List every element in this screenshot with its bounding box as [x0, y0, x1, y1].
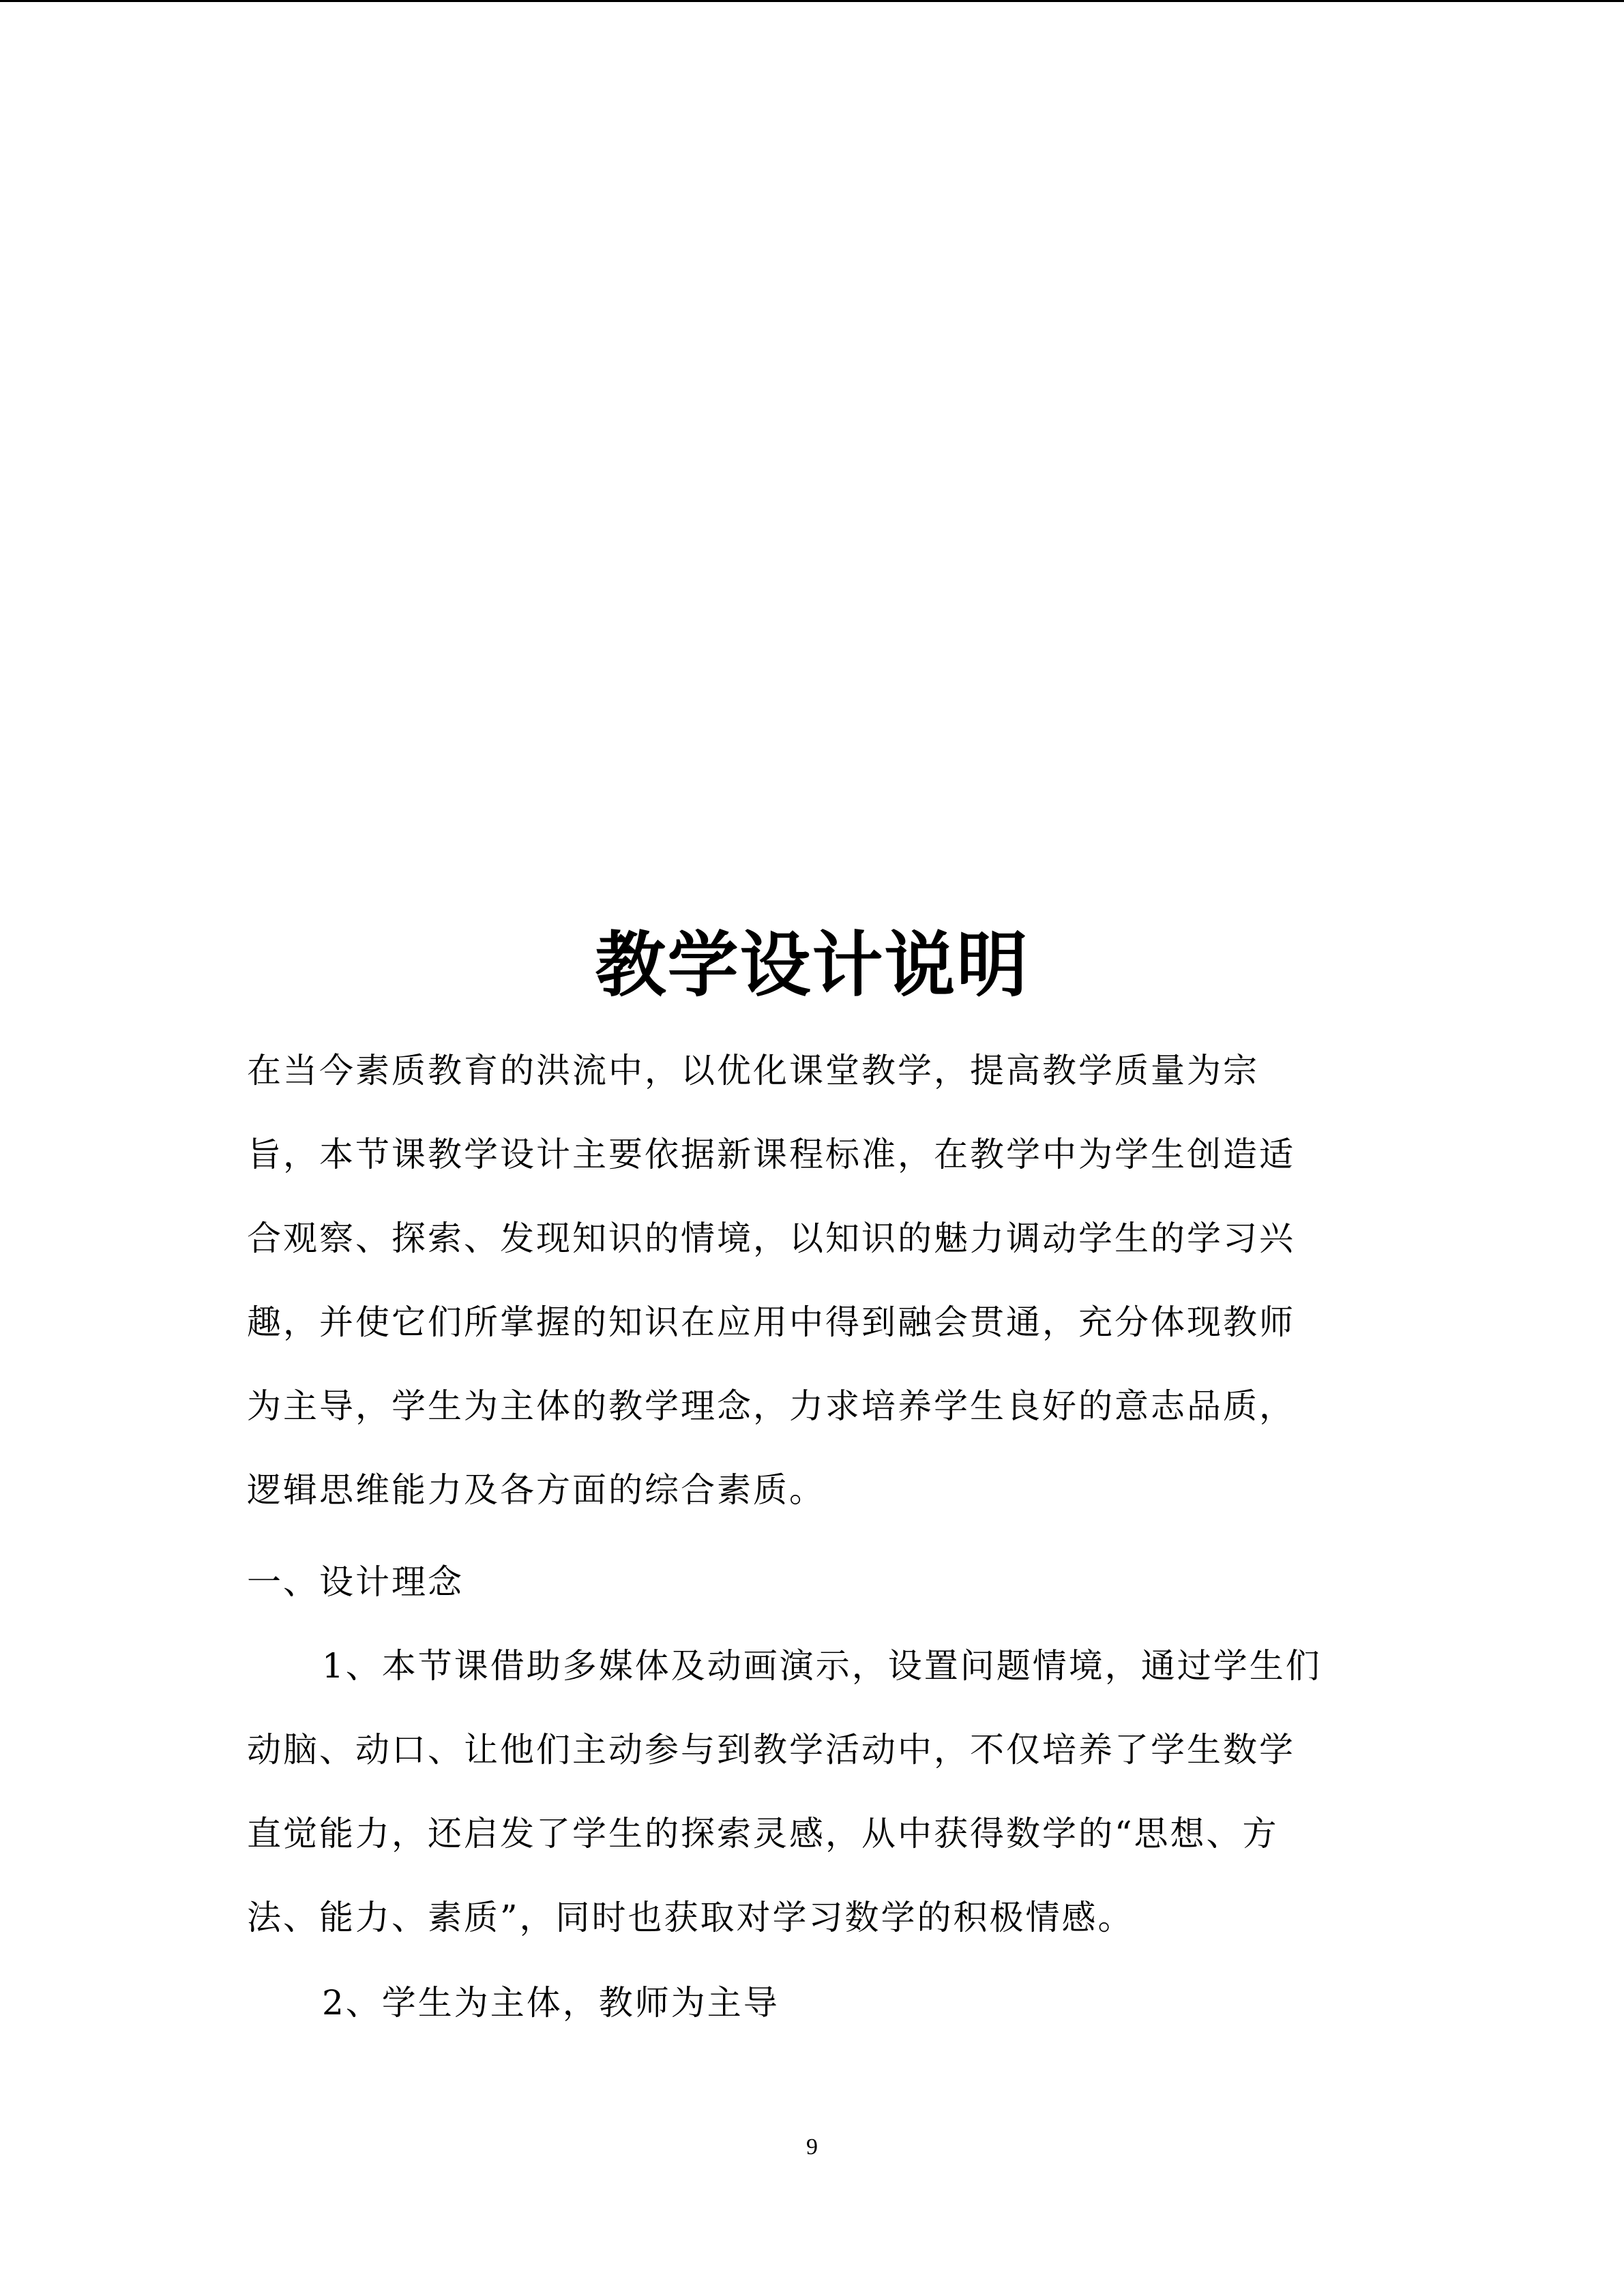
item1-line-4: 法、能力、素质”，同时也获取对学习数学的积极情感。 [247, 1898, 1134, 1937]
item1-line-3: 直觉能力，还启发了学生的探索灵感，从中获得数学的“思想、方 [247, 1814, 1279, 1853]
intro-line-5: 为主导，学生为主体的教学理念，力求培养学生良好的意志品质， [247, 1386, 1295, 1426]
section-heading: 一、设计理念 [247, 1562, 464, 1602]
page-number: 9 [806, 2134, 818, 2160]
top-border-rule [0, 0, 1624, 2]
intro-line-6: 逻辑思维能力及各方面的综合素质。 [247, 1470, 825, 1510]
item1-line-2: 动脑、动口、让他们主动参与到教学活动中，不仅培养了学生数学 [247, 1730, 1295, 1770]
intro-line-4: 趣，并使它们所掌握的知识在应用中得到融会贯通，充分体现教师 [247, 1302, 1295, 1342]
intro-line-1: 在当今素质教育的洪流中，以优化课堂教学，提高教学质量为宗 [247, 1051, 1259, 1090]
item2-line: 2、学生为主体，教师为主导 [322, 1983, 780, 2023]
intro-line-3: 合观察、探索、发现知识的情境，以知识的魅力调动学生的学习兴 [247, 1219, 1295, 1258]
intro-line-2: 旨，本节课教学设计主要依据新课程标准，在教学中为学生创造适 [247, 1135, 1295, 1174]
item1-line-1: 1、本节课借助多媒体及动画演示，设置问题情境，通过学生们 [322, 1646, 1322, 1686]
document-title: 教学设计说明 [595, 923, 1029, 1007]
